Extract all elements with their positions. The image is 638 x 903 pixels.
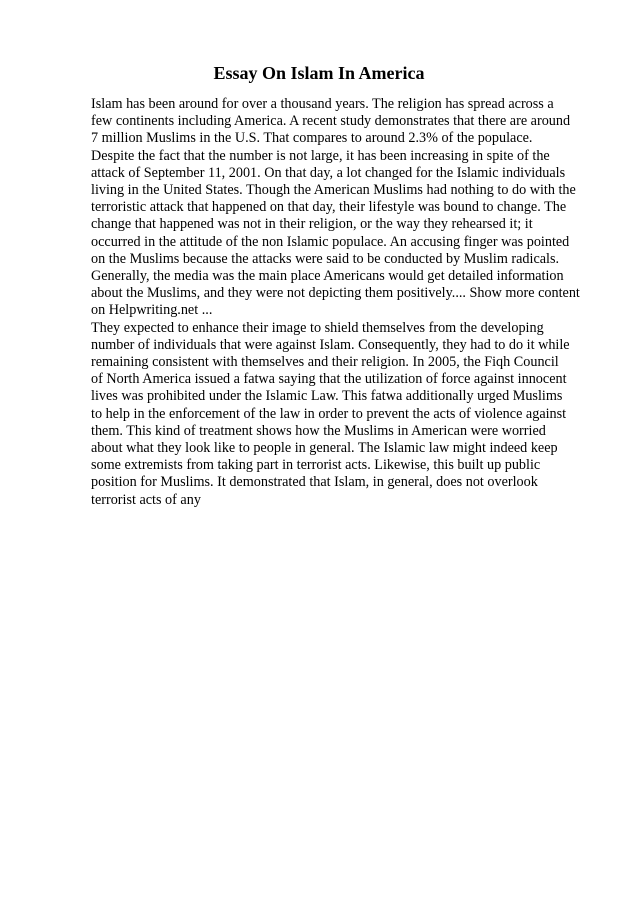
essay-line: number of individuals that were against Islam. Consequently, they had to do it while xyxy=(91,336,570,353)
essay-body xyxy=(91,96,591,509)
essay-line: on Helpwriting.net ... xyxy=(91,302,213,319)
essay-line: occurred in the attitude of the non Islamic populace. An accusing finger was pointed xyxy=(91,233,570,250)
essay-line: them. This kind of treatment shows how the Muslims in American were worried xyxy=(91,422,546,439)
essay-line: about the Muslims, and they were not depicting them positively.... Show more content xyxy=(91,285,580,302)
essay-line: about what they look like to people in general. The Islamic law might indeed keep xyxy=(91,440,558,457)
essay-line: of North America issued a fatwa saying that the utilization of force against innocent xyxy=(91,371,567,388)
essay-line: living in the United States. Though the American Muslims had nothing to do with the xyxy=(91,182,576,199)
essay-line: attack of September 11, 2001. On that day, a lot changed for the Islamic individuals xyxy=(91,164,566,181)
essay-line: Generally, the media was the main place Americans would get detailed information xyxy=(91,268,564,285)
essay-line: some extremists from taking part in terrorist acts. Likewise, this built up public xyxy=(91,457,541,474)
essay-line: They expected to enhance their image to shield themselves from the developing xyxy=(91,319,544,336)
essay-line: remaining consistent with themselves and their religion. In 2005, the Fiqh Council xyxy=(91,354,559,371)
essay-line: Despite the fact that the number is not large, it has been increasing in spite of the xyxy=(91,147,550,164)
document-title: Essay On Islam In America xyxy=(213,63,425,83)
essay-line: Islam has been around for over a thousand years. The religion has spread across a xyxy=(91,96,554,112)
essay-line: few continents including America. A recent study demonstrates that there are around xyxy=(91,113,571,130)
essay-line: terrorist acts of any xyxy=(91,491,201,508)
essay-line: 7 million Muslims in the U.S. That compares to around 2.3% of the populace. xyxy=(91,130,533,147)
essay-line: lives was prohibited under the Islamic Law. This fatwa additionally urged Muslims xyxy=(91,388,563,405)
essay-line: terroristic attack that happened on that day, their lifestyle was bound to change. The xyxy=(91,199,567,216)
essay-line: position for Muslims. It demonstrated that Islam, in general, does not overlook xyxy=(91,474,538,491)
essay-line: on the Muslims because the attacks were said to be conducted by Muslim radicals. xyxy=(91,250,560,267)
essay-line: to help in the enforcement of the law in order to prevent the acts of violence against xyxy=(91,405,567,422)
essay-line: change that happened was not in their religion, or the way they rehearsed it; it xyxy=(91,216,533,233)
